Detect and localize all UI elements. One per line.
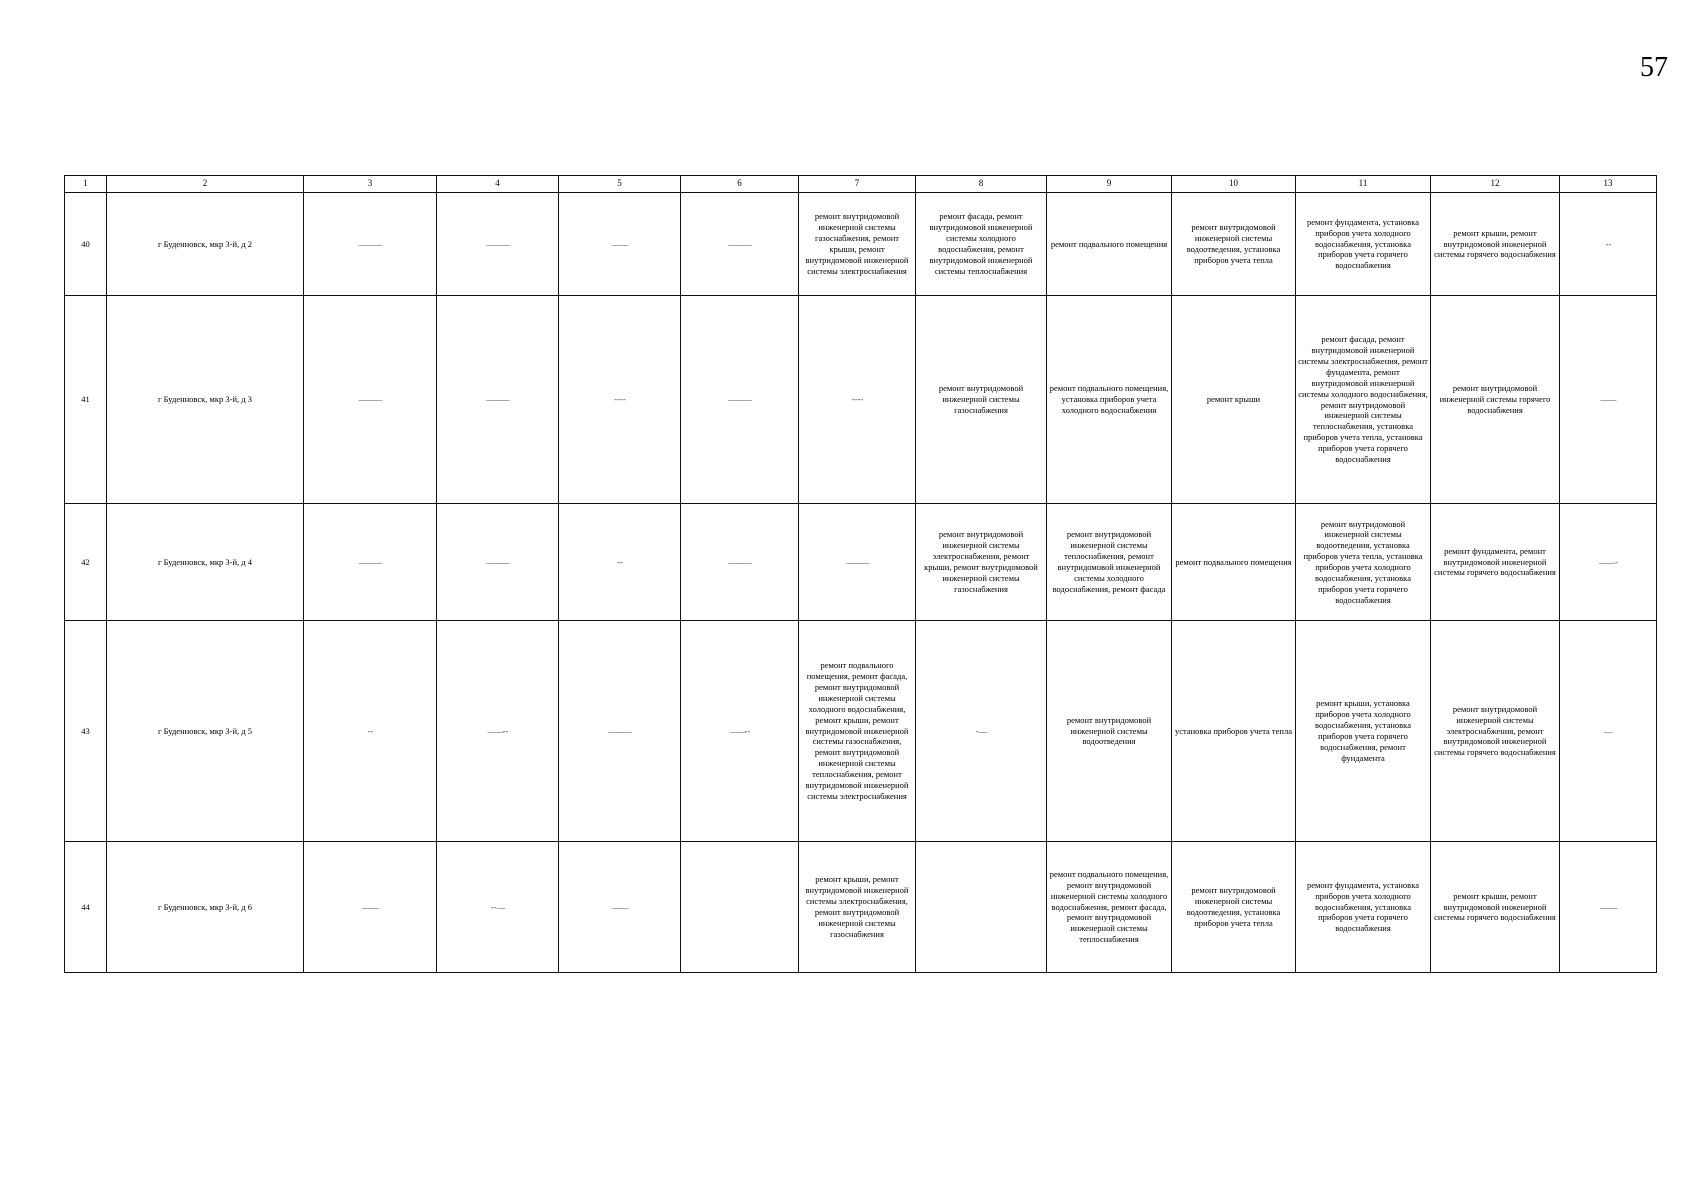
cell-col7: ремонт крыши, ремонт внутридомовой инженерной системы электроснабжения, ремонт внутридомовой инженерной системы газоснабжения [799, 842, 916, 973]
cell-col6: ——— [681, 504, 799, 621]
table-row [65, 621, 1657, 842]
header-cell: 1 [65, 176, 107, 193]
page-number: 57 [1640, 52, 1668, 83]
cell-col3: ——— [304, 296, 437, 504]
cell-col10: установка приборов учета тепла [1172, 621, 1296, 842]
cell-col6: ——— [681, 193, 799, 296]
header-cell: 10 [1172, 176, 1296, 193]
row-number: 43 [65, 621, 107, 842]
cell-col13: — [1560, 621, 1657, 842]
cell-col7: - - - - [799, 296, 916, 504]
header-cell: 5 [559, 176, 681, 193]
cell-col4: ——— [437, 193, 559, 296]
row-number: 44 [65, 842, 107, 973]
cell-col8 [916, 842, 1047, 973]
cell-col11: ремонт внутридомовой инженерной системы водоотведения, установка приборов учета тепла, установка приборов учета холодного водоснабжения, установка приборов учета горячего водоснабжения [1296, 504, 1431, 621]
header-cell: 11 [1296, 176, 1431, 193]
cell-col3: — — [304, 842, 437, 973]
cell-col4: - - — [437, 842, 559, 973]
cell-col10: ремонт подвального помещения [1172, 504, 1296, 621]
cell-col8: ремонт фасада, ремонт внутридомовой инженерной системы холодного водоснабжения, ремонт внутридомовой инженерной системы теплоснабжения [916, 193, 1047, 296]
cell-col12: ремонт внутридомовой инженерной системы горячего водоснабжения [1431, 296, 1560, 504]
cell-col12: ремонт крыши, ремонт внутридомовой инженерной системы горячего водоснабжения [1431, 193, 1560, 296]
cell-col10: ремонт внутридомовой инженерной системы водоотведения, установка приборов учета тепла [1172, 842, 1296, 973]
cell-col9: ремонт подвального помещения, ремонт внутридомовой инженерной системы холодного водоснабжения, ремонт фасада, ремонт внутридомовой инженерной системы теплоснабжения [1047, 842, 1172, 973]
cell-col13: - - [1560, 193, 1657, 296]
cell-col6: ——— [681, 296, 799, 504]
address-cell: г Буденновск, мкр 3-й, д 6 [107, 842, 304, 973]
header-cell: 7 [799, 176, 916, 193]
repair-schedule-table [64, 175, 1657, 973]
cell-col10: ремонт крыши [1172, 296, 1296, 504]
address-cell: г Буденновск, мкр 3-й, д 3 [107, 296, 304, 504]
cell-col13: —— - [1560, 504, 1657, 621]
header-row [65, 176, 1657, 193]
cell-col12: ремонт внутридомовой инженерной системы электроснабжения, ремонт внутридомовой инженерной системы горячего водоснабжения [1431, 621, 1560, 842]
row-number: 40 [65, 193, 107, 296]
cell-col8: ремонт внутридомовой инженерной системы электроснабжения, ремонт крыши, ремонт внутридомовой инженерной системы газоснабжения [916, 504, 1047, 621]
cell-col3: - - [304, 621, 437, 842]
cell-col9: ремонт подвального помещения [1047, 193, 1172, 296]
row-number: 41 [65, 296, 107, 504]
cell-col8: - — [916, 621, 1047, 842]
table-row [65, 296, 1657, 504]
header-cell: 9 [1047, 176, 1172, 193]
cell-col11: ремонт фасада, ремонт внутридомовой инженерной системы электроснабжения, ремонт фундамента, ремонт внутридомовой инженерной системы холодного водоснабжения, ремонт внутридомовой инженерной системы теплоснабжения, установка приборов учета тепла, установка приборов учета горячего водоснабжения [1296, 296, 1431, 504]
cell-col9: ремонт внутридомовой инженерной системы водоотведения [1047, 621, 1172, 842]
cell-col11: ремонт крыши, установка приборов учета холодного водоснабжения, установка приборов учета горячего водоснабжения, ремонт фундамента [1296, 621, 1431, 842]
cell-col13: — — [1560, 842, 1657, 973]
cell-col12: ремонт крыши, ремонт внутридомовой инженерной системы горячего водоснабжения [1431, 842, 1560, 973]
cell-col7: ремонт подвального помещения, ремонт фасада, ремонт внутридомовой инженерной системы холодного водоснабжения, ремонт крыши, ремонт внутридомовой инженерной системы газоснабжения, ремонт внутридомовой инженерной системы теплоснабжения, ремонт внутридомовой инженерной системы электроснабжения [799, 621, 916, 842]
header-cell: 13 [1560, 176, 1657, 193]
address-cell: г Буденновск, мкр 3-й, д 5 [107, 621, 304, 842]
address-cell: г Буденновск, мкр 3-й, д 4 [107, 504, 304, 621]
row-number: 42 [65, 504, 107, 621]
cell-col12: ремонт фундамента, ремонт внутридомовой инженерной системы горячего водоснабжения [1431, 504, 1560, 621]
cell-col5: - - - - [559, 296, 681, 504]
address-cell: г Буденновск, мкр 3-й, д 2 [107, 193, 304, 296]
header-cell: 6 [681, 176, 799, 193]
cell-col7: ——— [799, 504, 916, 621]
header-cell: 3 [304, 176, 437, 193]
cell-col5: — — [559, 193, 681, 296]
header-cell: 12 [1431, 176, 1560, 193]
cell-col4: ——- - [437, 621, 559, 842]
cell-col11: ремонт фундамента, установка приборов учета холодного водоснабжения, установка приборов учета горячего водоснабжения [1296, 193, 1431, 296]
header-cell: 4 [437, 176, 559, 193]
header-cell: 8 [916, 176, 1047, 193]
cell-col4: ——— [437, 504, 559, 621]
header-cell: 2 [107, 176, 304, 193]
cell-col5: — — [559, 842, 681, 973]
cell-col6: ——- - [681, 621, 799, 842]
table-row [65, 842, 1657, 973]
table-row [65, 504, 1657, 621]
table-row [65, 193, 1657, 296]
cell-col6 [681, 842, 799, 973]
cell-col13: —— [1560, 296, 1657, 504]
cell-col3: ——— [304, 193, 437, 296]
cell-col3: ——— [304, 504, 437, 621]
cell-col9: ремонт подвального помещения, установка приборов учета холодного водоснабжения [1047, 296, 1172, 504]
cell-col8: ремонт внутридомовой инженерной системы газоснабжения [916, 296, 1047, 504]
cell-col9: ремонт внутридомовой инженерной системы теплоснабжения, ремонт внутридомовой инженерной системы холодного водоснабжения, ремонт фасада [1047, 504, 1172, 621]
cell-col10: ремонт внутридомовой инженерной системы водоотведения, установка приборов учета тепла [1172, 193, 1296, 296]
cell-col11: ремонт фундамента, установка приборов учета холодного водоснабжения, установка приборов учета горячего водоснабжения [1296, 842, 1431, 973]
cell-col4: ——— [437, 296, 559, 504]
cell-col7: ремонт внутридомовой инженерной системы газоснабжения, ремонт крыши, ремонт внутридомовой инженерной системы электроснабжения [799, 193, 916, 296]
cell-col5: ——— [559, 621, 681, 842]
cell-col5: - - [559, 504, 681, 621]
